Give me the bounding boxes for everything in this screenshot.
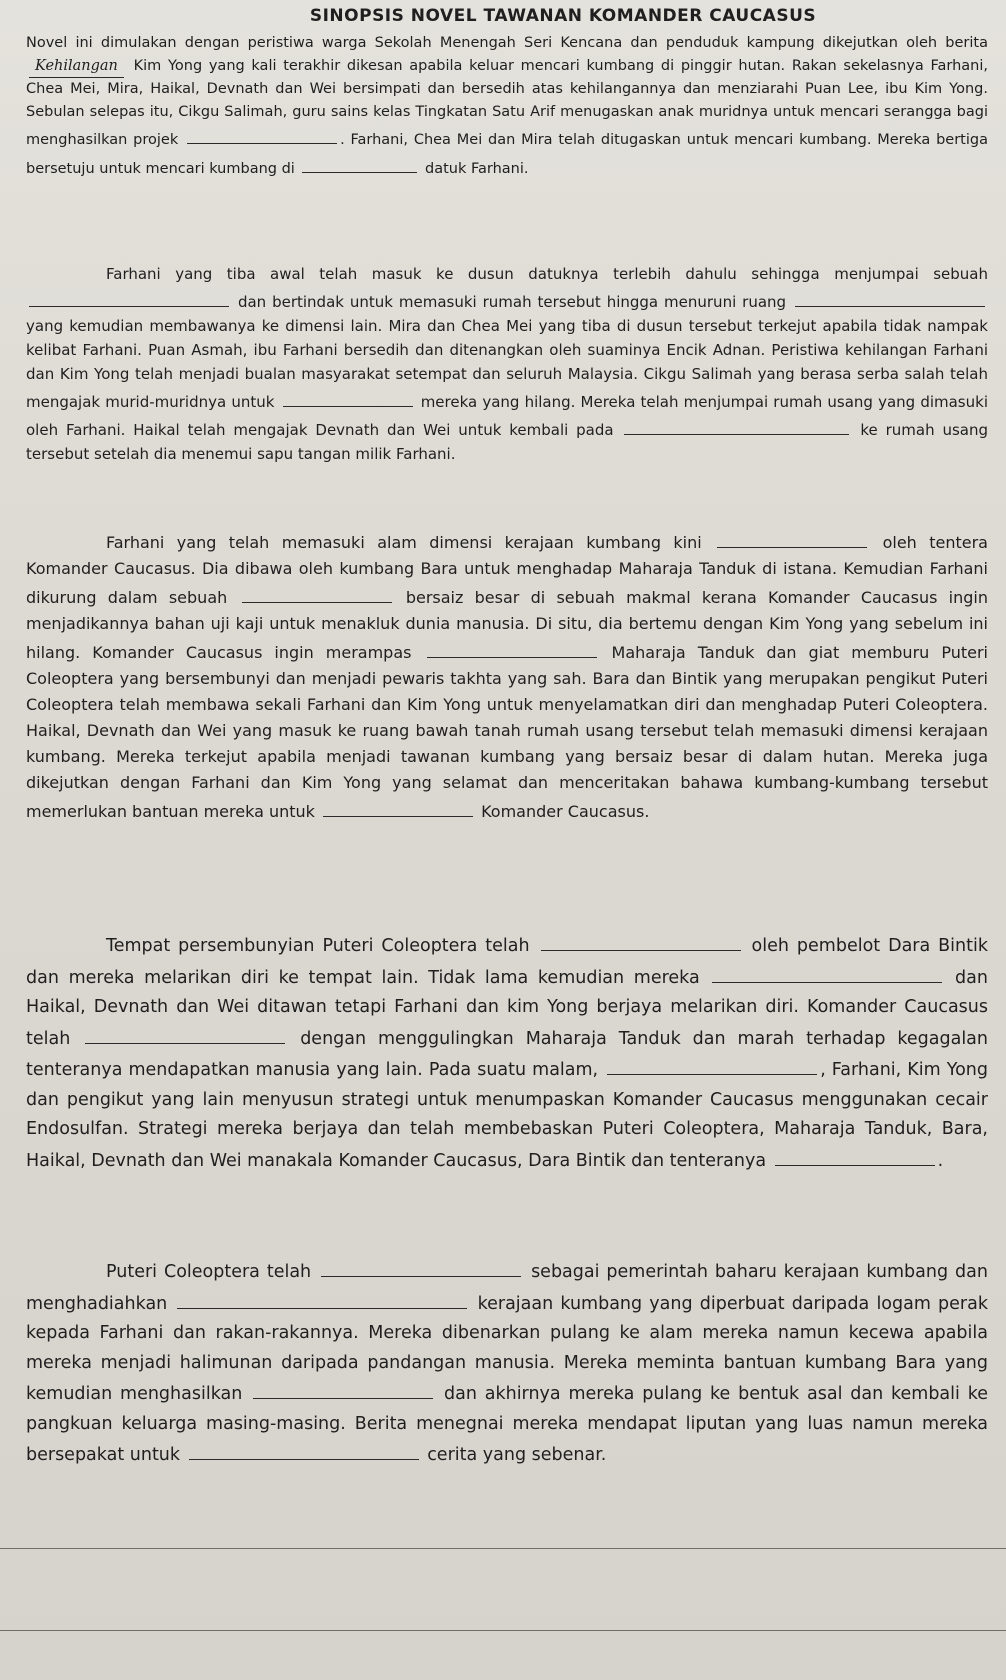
- blank-p5-2[interactable]: [177, 1288, 467, 1309]
- blank-p3-4[interactable]: [323, 796, 473, 817]
- p5-text-1: Puteri Coleoptera telah: [106, 1262, 312, 1282]
- blank-p2-4[interactable]: [624, 414, 849, 435]
- blank-p4-3[interactable]: [85, 1023, 285, 1044]
- blank-p1-2[interactable]: [302, 152, 417, 173]
- p5-text-5: cerita yang sebenar.: [427, 1445, 607, 1465]
- blank-p4-1[interactable]: [541, 930, 741, 951]
- blank-p5-3[interactable]: [253, 1378, 433, 1399]
- p2-text-3: yang kemudian membawanya ke dimensi lain. Mira dan Chea Mei yang tiba di dusun tersebut terkejut apabila tidak nampak kelibat Farhani. Puan Asmah, ibu Farhani bersedih dan ditenangkan oleh suaminya Encik Adnan. Peristiwa kehilangan Farhani dan Kim Yong telah menjadi bualan masyarakat setempat dan seluruh Malaysia. Cikgu Salimah yang berasa serba salah telah mengajak murid-muridnya untuk: [26, 317, 988, 411]
- p2-text-1: Farhani yang tiba awal telah masuk ke dusun datuknya terlebih dahulu sehingga menjumpai sebuah: [106, 265, 988, 283]
- ruled-line: [0, 1548, 1006, 1549]
- blank-p2-3[interactable]: [283, 386, 413, 407]
- p3-text-1: Farhani yang telah memasuki alam dimensi kerajaan kumbang kini: [106, 533, 702, 552]
- paragraph-2: [26, 262, 988, 466]
- p5-text-3: kerajaan kumbang yang diperbuat daripada logam perak kepada Farhani dan rakan-rakannya. Mereka dibenarkan pulang ke alam mereka namun kecewa apabila mereka menjadi halimunan daripada pandangan manusia. Mereka meminta bantuan kumbang Bara yang kemudian menghasilkan: [26, 1293, 988, 1404]
- blank-p3-3[interactable]: [427, 637, 597, 658]
- p1-text-1: Novel ini dimulakan dengan peristiwa warga Sekolah Menengah Seri Kencana dan penduduk kampung dikejutkan oleh berita: [26, 35, 988, 51]
- p2-text-4: mereka yang hilang. Mereka telah menjumpai rumah usang yang dimasuki oleh Farhani. Haikal telah mengajak Devnath dan Wei untuk kembali pada: [26, 393, 988, 439]
- p2-text-5: ke rumah usang tersebut setelah dia menemui sapu tangan milik Farhani.: [26, 421, 988, 463]
- blank-p4-4[interactable]: [607, 1054, 817, 1075]
- p3-text-3: bersaiz besar di sebuah makmal kerana Komander Caucasus ingin menjadikannya bahan uji kaji untuk menakluk dunia manusia. Di situ, dia bertemu dengan Kim Yong yang sebelum ini hilang. Komander Caucasus ingin merampas: [26, 588, 989, 662]
- worksheet-title: SINOPSIS NOVEL TAWANAN KOMANDER CAUCASUS: [309, 6, 817, 26]
- paragraph-1: [26, 32, 988, 180]
- p3-text-4: Maharaja Tanduk dan giat memburu Puteri Coleoptera yang bersembunyi dan menjadi pewaris takhta yang sah. Bara dan Bintik yang merupakan pengikut Puteri Coleoptera telah membawa sekali Farhani dan Kim Yong untuk menyelamatkan diri dan menghadap Puteri Coleoptera. Haikal, Devnath dan Wei yang masuk ke ruang bawah tanah rumah usang tersebut telah memasuki dimensi kerajaan kumbang. Mereka terkejut apabila menjadi tawanan kumbang yang bersaiz besar di dalam hutan. Mereka juga dikejutkan dengan Farhani dan Kim Yong yang selamat dan menceritakan bahawa kumbang-kumbang tersebut memerlukan bantuan mereka untuk: [26, 643, 988, 821]
- blank-p1-1[interactable]: [187, 123, 337, 144]
- p1-text-3: . Farhani, Chea Mei dan Mira telah ditugaskan untuk mencari kumbang. Mereka bertiga bersetuju untuk mencari kumbang di: [26, 132, 988, 177]
- p5-text-4: dan akhirnya mereka pulang ke bentuk asal dan kembali ke pangkuan keluarga masing-masing. Berita menegnai mereka mendapat liputan yang luas namun mereka bersepakat untuk: [26, 1384, 988, 1465]
- p4-text-2: oleh pembelot Dara Bintik dan mereka melarikan diri ke tempat lain. Tidak lama kemudian mereka: [26, 936, 988, 988]
- blank-p2-1[interactable]: [29, 286, 229, 307]
- blank-p3-2[interactable]: [242, 582, 392, 603]
- p4-text-5: , Farhani, Kim Yong dan pengikut yang lain menyusun strategi untuk menumpaskan Komander Caucasus menggunakan cecair Endosulfan. Strategi mereka berjaya dan telah membebaskan Puteri Coleoptera, Maharaja Tanduk, Bara, Haikal, Devnath dan Wei manakala Komander Caucasus, Dara Bintik dan tenteranya: [26, 1060, 988, 1171]
- p4-text-6: .: [937, 1150, 944, 1171]
- blank-p5-1[interactable]: [321, 1256, 521, 1277]
- p1-text-4: datuk Farhani.: [425, 160, 529, 177]
- p4-text-4: dengan menggulingkan Maharaja Tanduk dan marah terhadap kegagalan tenteranya mendapatkan manusia yang lain. Pada suatu malam,: [26, 1028, 988, 1080]
- p1-text-2: Kim Yong yang kali terakhir dikesan apabila keluar mencari kumbang di pinggir hutan. Rakan sekelasnya Farhani, Chea Mei, Mira, Haikal, Devnath dan Wei bersimpati dan bersedih atas kehilangannya dan menziarahi Puan Lee, ibu Kim Yong. Sebulan selepas itu, Cikgu Salimah, guru sains kelas Tingkatan Satu Arif menugaskan anak muridnya untuk mencari serangga bagi menghasilkan projek: [26, 57, 988, 148]
- blank-p4-2[interactable]: [712, 962, 942, 983]
- blank-p3-1[interactable]: [717, 527, 867, 548]
- p3-text-2: oleh tentera Komander Caucasus. Dia dibawa oleh kumbang Bara untuk menghadap Maharaja Tanduk di istana. Kemudian Farhani dikurung dalam sebuah: [26, 533, 988, 607]
- p3-text-5: Komander Caucasus.: [481, 802, 650, 821]
- p4-text-3: dan Haikal, Devnath dan Wei ditawan tetapi Farhani dan kim Yong berjaya melarikan diri. Komander Caucasus telah: [26, 967, 988, 1049]
- p5-text-2: sebagai pemerintah baharu kerajaan kumbang dan menghadiahkan: [26, 1262, 988, 1314]
- blank-p5-4[interactable]: [189, 1439, 419, 1460]
- handwritten-answer-blank[interactable]: Kehilangan: [29, 55, 124, 79]
- blank-p4-5[interactable]: [775, 1145, 935, 1166]
- p2-text-2: dan bertindak untuk memasuki rumah tersebut hingga menuruni ruang: [237, 293, 787, 311]
- paragraph-4: [26, 930, 988, 1176]
- paragraph-5: [26, 1256, 988, 1471]
- blank-p2-2[interactable]: [795, 286, 985, 307]
- p4-text-1: Tempat persembunyian Puteri Coleoptera telah: [106, 936, 530, 956]
- paragraph-3: [26, 527, 988, 825]
- ruled-line: [0, 1630, 1006, 1631]
